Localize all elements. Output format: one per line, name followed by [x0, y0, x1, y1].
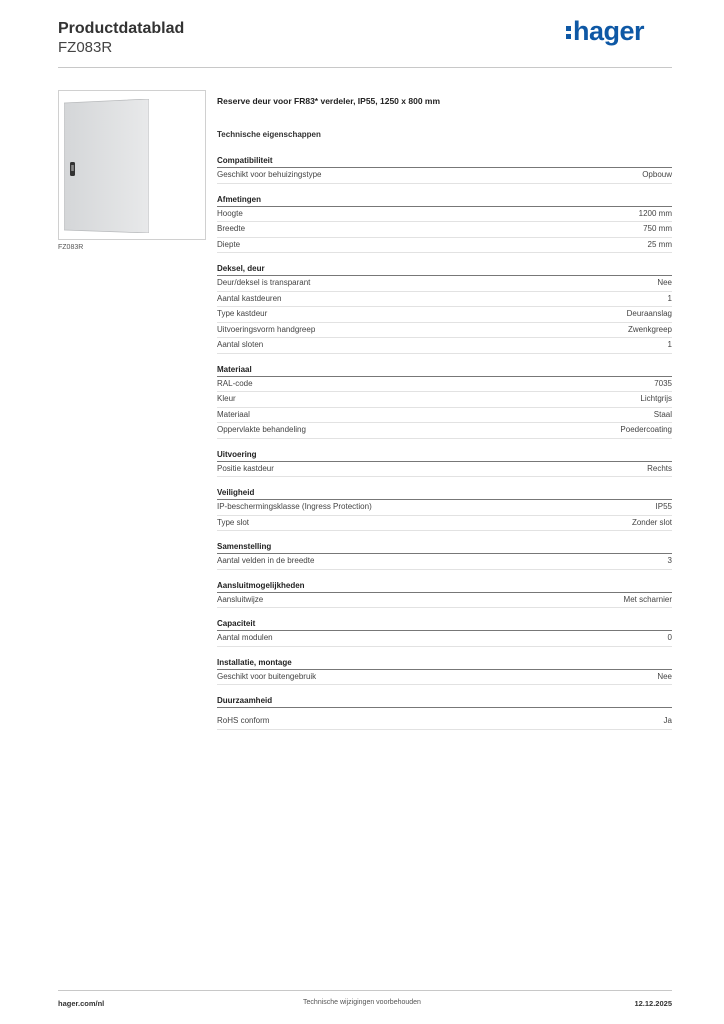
page-title: Productdatablad	[58, 20, 185, 37]
spec-label: Aansluitwijze	[217, 594, 264, 604]
spec-value: 25 mm	[647, 239, 672, 249]
footer-disclaimer: Technische wijzigingen voorbehouden	[303, 999, 421, 1006]
spec-value: Nee	[657, 278, 672, 287]
spec-label: Aantal sloten	[217, 340, 264, 349]
spec-value: 1200 mm	[638, 208, 672, 218]
spec-value: Staal	[653, 409, 672, 419]
spec-section	[217, 264, 672, 354]
section-title: Capaciteit	[217, 619, 672, 631]
spec-value: Ja	[663, 716, 672, 725]
section-title: Duurzaamheid	[217, 696, 672, 708]
spec-label: Geschikt voor buitengebruik	[217, 671, 317, 681]
product-image	[58, 90, 206, 240]
spec-section	[217, 450, 672, 478]
section-title: Afmetingen	[217, 195, 672, 207]
spec-label: Uitvoeringsvorm handgreep	[217, 324, 316, 334]
spec-value: Poedercoating	[620, 425, 672, 434]
spec-value: 1	[667, 340, 672, 349]
spec-section	[217, 542, 672, 570]
footer-website[interactable]: hager.com/nl	[58, 999, 105, 1008]
spec-value: 0	[667, 633, 672, 642]
spec-row	[217, 516, 672, 532]
spec-section	[217, 365, 672, 439]
spec-row	[217, 392, 672, 408]
product-description: Reserve deur voor FR83* verdeler, IP55, 1250 x 800 mm	[217, 96, 441, 106]
footer-date: 12.12.2025	[634, 999, 672, 1008]
header-divider	[58, 67, 672, 68]
spec-label: Deur/deksel is transparant	[217, 278, 311, 287]
spec-row	[217, 238, 672, 254]
hager-logo[interactable]	[566, 16, 644, 47]
spec-row	[217, 500, 672, 516]
image-caption: FZ083R	[58, 244, 84, 251]
section-title: Uitvoering	[217, 450, 672, 462]
spec-row	[217, 462, 672, 478]
tech-heading: Technische eigenschappen	[217, 130, 321, 139]
logo-text: hager	[573, 16, 645, 46]
spec-row	[217, 593, 672, 609]
spec-value: 7035	[654, 378, 672, 388]
section-title: Installatie, montage	[217, 658, 672, 670]
product-code: FZ083R	[58, 39, 113, 56]
spec-section	[217, 195, 672, 254]
spec-label: Type kastdeur	[217, 309, 268, 318]
spec-section	[217, 581, 672, 609]
spec-row	[217, 222, 672, 238]
spec-value: IP55	[655, 502, 672, 511]
spec-value: Nee	[657, 671, 672, 681]
spec-label: Positie kastdeur	[217, 463, 274, 473]
spec-row	[217, 554, 672, 570]
spec-label: Diepte	[217, 239, 241, 249]
spec-row	[217, 631, 672, 647]
spec-row	[217, 423, 672, 439]
spec-row	[217, 168, 672, 184]
spec-value: 1	[667, 293, 672, 303]
spec-label: Aantal kastdeuren	[217, 293, 282, 303]
spec-label: Breedte	[217, 224, 246, 233]
spec-label: Type slot	[217, 517, 250, 527]
spec-label: Kleur	[217, 394, 236, 403]
spec-value: Lichtgrijs	[640, 394, 672, 403]
spec-value: Zwenkgreep	[627, 324, 672, 334]
spec-label: Oppervlakte behandeling	[217, 425, 306, 434]
spec-value: 750 mm	[643, 224, 672, 233]
section-title: Aansluitmogelijkheden	[217, 581, 672, 593]
spec-label: Aantal modulen	[217, 633, 273, 642]
spec-row	[217, 323, 672, 339]
spec-row	[217, 292, 672, 308]
spec-value: 3	[667, 556, 672, 565]
spec-section	[217, 658, 672, 686]
spec-row	[217, 377, 672, 393]
section-title: Samenstelling	[217, 542, 672, 554]
section-title: Veiligheid	[217, 488, 672, 500]
spec-value: Met scharnier	[623, 594, 672, 604]
spec-section	[217, 619, 672, 647]
spec-label: Aantal velden in de breedte	[217, 556, 315, 565]
spec-row	[217, 207, 672, 223]
spec-section	[217, 156, 672, 184]
spec-label: Geschikt voor behuizingstype	[217, 170, 322, 179]
spec-label: Materiaal	[217, 409, 250, 419]
spec-section	[217, 488, 672, 531]
section-title: Deksel, deur	[217, 264, 672, 276]
spec-row	[217, 670, 672, 686]
spec-sections	[217, 156, 672, 730]
spec-row	[217, 307, 672, 323]
spec-content	[217, 96, 672, 741]
spec-label: RAL-code	[217, 378, 253, 388]
spec-label: RoHS conform	[217, 716, 270, 725]
section-title: Compatibiliteit	[217, 156, 672, 168]
spec-row	[217, 338, 672, 354]
spec-value: Zonder slot	[631, 517, 672, 527]
door-panel-icon	[64, 99, 149, 233]
spec-row	[217, 276, 672, 292]
spec-value: Deuraanslag	[626, 309, 672, 318]
spec-section	[217, 696, 672, 730]
section-title: Materiaal	[217, 365, 672, 377]
spec-label: IP-beschermingsklasse (Ingress Protection)	[217, 502, 372, 511]
spec-row	[217, 408, 672, 424]
logo-dots-icon	[566, 23, 571, 42]
spec-value: Rechts	[647, 463, 672, 473]
spec-label: Hoogte	[217, 208, 243, 218]
spec-value: Opbouw	[642, 170, 672, 179]
spec-row	[217, 714, 672, 730]
footer-divider	[58, 990, 672, 991]
